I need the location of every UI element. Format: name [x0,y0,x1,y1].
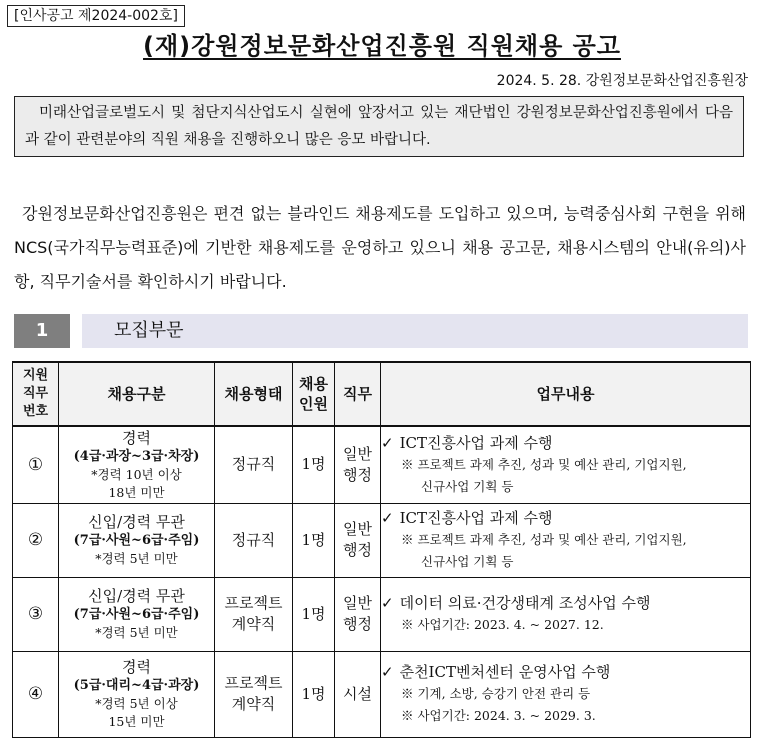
header-type: 채용형태 [215,362,293,426]
row-duty: ✓ 춘천ICT벤처센터 운영사업 수행 ※ 기계, 소방, 승강기 안전 관리 등 ※ 사업기간: 2024. 3. ~ 2029. 3. [381,651,751,737]
row-number: ① [13,426,59,503]
check-icon: ✓ [381,594,394,612]
row-count: 1명 [293,503,335,577]
check-icon: ✓ [381,663,394,681]
row-category: 신입/경력 무관 (7급·사원~6급·주임) *경력 5년 미만 [59,577,215,651]
check-icon: ✓ [381,433,394,452]
row-number: ④ [13,651,59,737]
row-type: 프로젝트 계약직 [215,577,293,651]
table-row [13,503,751,577]
row-type: 프로젝트 계약직 [215,651,293,737]
date-issuer-line: 2024. 5. 28. 강원정보문화산업진흥원장 [496,73,748,89]
section-title: 모집부문 [114,320,184,341]
notice-number: [인사공고 제2024-002호] [7,5,185,27]
table-row [13,577,751,651]
row-count: 1명 [293,426,335,503]
header-job: 직무 [335,362,381,426]
row-duty: ✓ ICT진흥사업 과제 수행 ※ 프로젝트 과제 추진, 성과 및 예산 관리, 기업지원, 신규사업 기획 등 [381,503,751,577]
check-icon: ✓ [381,509,394,527]
row-job: 일반 행정 [335,426,381,503]
recruitment-table [12,361,751,738]
header-category: 채용구분 [59,362,215,426]
row-job: 일반 행정 [335,577,381,651]
header-count: 채용 인원 [293,362,335,426]
section-header [14,314,748,348]
row-category: 경력 (4급·과장~3급·차장) *경력 10년 이상 18년 미만 [59,426,215,503]
row-count: 1명 [293,651,335,737]
page-title: (재)강원정보문화산업진흥원 직원채용 공고 [143,32,621,60]
row-category: 경력 (5급·대리~4급·과장) *경력 5년 이상 15년 미만 [59,651,215,737]
row-number: ③ [13,577,59,651]
row-job: 일반 행정 [335,503,381,577]
intro-box: 미래산업글로벌도시 및 첨단지식산업도시 실현에 앞장서고 있는 재단법인 강원정보문화산업진흥원에서 다음과 같이 관련분야의 직원 채용을 진행하오니 많은 응모 바랍니다. [14,96,744,157]
row-job: 시설 [335,651,381,737]
table-header-row [13,362,751,426]
table-row [13,651,751,737]
body-paragraph: 강원정보문화산업진흥원은 편견 없는 블라인드 채용제도를 도입하고 있으며, 능력중심사회 구현을 위해 NCS(국가직무능력표준)에 기반한 채용제도를 운영하고 있으니 채용 공고문, 채용시스템의 안내(유의)사항, 직무기술서를 확인하시기 바랍니다. [14,204,746,291]
header-no: 지원 직무 번호 [13,362,59,426]
row-duty: ✓ ICT진흥사업 과제 수행 ※ 프로젝트 과제 추진, 성과 및 예산 관리, 기업지원, 신규사업 기획 등 [381,426,751,503]
row-type: 정규직 [215,503,293,577]
section-title-bar [82,314,748,348]
header-duty: 업무내용 [381,362,751,426]
row-category: 신입/경력 무관 (7급·사원~6급·주임) *경력 5년 미만 [59,503,215,577]
table-row [13,426,751,503]
row-duty: ✓ 데이터 의료·건강생태계 조성사업 수행 ※ 사업기간: 2023. 4. ~ 2027. 12. [381,577,751,651]
section-number: 1 [14,314,70,348]
row-type: 정규직 [215,426,293,503]
row-count: 1명 [293,577,335,651]
row-number: ② [13,503,59,577]
